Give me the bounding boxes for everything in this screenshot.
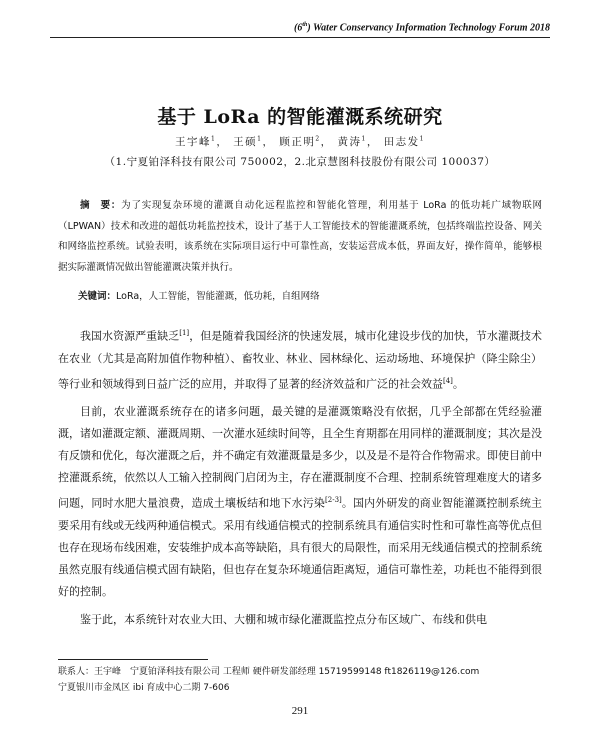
citation: [4]: [443, 376, 453, 385]
footnote: [58, 664, 542, 696]
author: 王硕$^1$: [233, 135, 263, 148]
author: 顾正明$^2$: [279, 135, 321, 148]
abstract-text: 为了实现复杂环境的灌溉自动化远程监控和智能化管理，利用基于 LoRa 的低功耗广域物联网（LPWAN）技术和改进的超低功耗监控技术，设计了基于人工智能技术的智能灌溉系统，包括终端监控设备、网关和网络监控系统。试验表明，该系统在实际项目运行中可靠性高，安装运营成本低，界面友好，操作简单，能够根据实际灌溉情况做出智能灌溉决策并执行。: [58, 200, 542, 273]
affiliation: （1.宁夏铂泽科技有限公司 750002，2.北京慧图科技股份有限公司 100037）: [104, 156, 496, 168]
author: 黄涛$^1$: [337, 135, 367, 148]
paragraph: 目前，农业灌溉系统存在的诸多问题，最关键的是灌溉策略没有依据，几乎全部都在凭经验灌溉，诸如灌溉定额、灌溉周期、一次灌水延续时间等，且全生育期都在用同样的灌溉制度；其次是没有反馈和优化，每次灌溉之后，并不确定有效灌溉量是多少，以及是不是符合作物需求。即使目前中控灌溉系统，依然以人工输入控制阀门启闭为主，存在灌溉制度不合理、控制系统管理难度大的诸多问题，同时水肥大量浪费，造成土壤板结和地下水污染[2-3]。国内外研发的商业智能灌溉控制系统主要采用有线或无线两种通信模式。采用有线通信模式的控制系统具有通信实时性和可靠性高等优点但也存在现场布线困难，安装维护成本高等缺陷，具有很大的局限性，而采用无线通信模式的控制系统虽然克服有线通信模式固有缺陷，但也存在复杂环境通信距离短，通信可靠性差，功耗也不能得到很好的控制。: [58, 405, 543, 598]
citation: [2-3]: [325, 496, 342, 505]
keywords-text: LoRa，人工智能，智能灌溉，低功耗，自组网络: [116, 291, 320, 302]
footnote-rule: [58, 659, 208, 660]
abstract: [58, 196, 542, 278]
abstract-label: 摘 要：: [80, 200, 122, 211]
footnote-line: 宁夏银川市金凤区 ibi 育成中心二期 7-606: [58, 683, 230, 693]
running-header-sup: th: [302, 22, 308, 28]
paper-title: 基于 LoRa 的智能灌溉系统研究: [157, 106, 443, 128]
author: 王宇峰$^1$: [174, 135, 217, 148]
body-text: [58, 322, 542, 637]
running-header: [294, 22, 550, 33]
keywords: [78, 288, 542, 302]
author: 田志发$^1$: [383, 135, 425, 148]
keywords-label: 关键词：: [78, 291, 117, 302]
author-list: 王宇峰$^1$， 王硕$^1$， 顾正明$^2$， 黄涛$^1$， 田志发$^1$: [174, 135, 425, 148]
footnote-line: 联系人：王宇峰 宁夏铂泽科技有限公司 工程师 硬件研发部经理 15719599148 ft1826119@126.com: [58, 667, 480, 677]
paragraph: 我国水资源严重缺乏[1]，但是随着我国经济的快速发展，城市化建设步伐的加快，节水灌溉技术在农业（尤其是高附加值作物种植）、畜牧业、林业、园林绿化、运动场地、环境保护（降尘除尘）等行业和领域得到日益广泛的应用，并取得了显著的经济效益和广泛的社会效益[4]。: [58, 329, 543, 391]
citation: [1]: [179, 329, 190, 337]
paragraph: 鉴于此，本系统针对农业大田、大棚和城市绿化灌溉监控点分布区域广、布线和供电: [80, 612, 487, 626]
header-rule: [50, 37, 550, 38]
page-number: 291: [291, 705, 309, 717]
running-header-prefix: (6: [294, 22, 303, 34]
running-header-suffix: ) Water Conservancy Information Technology Forum 2018: [307, 22, 550, 34]
